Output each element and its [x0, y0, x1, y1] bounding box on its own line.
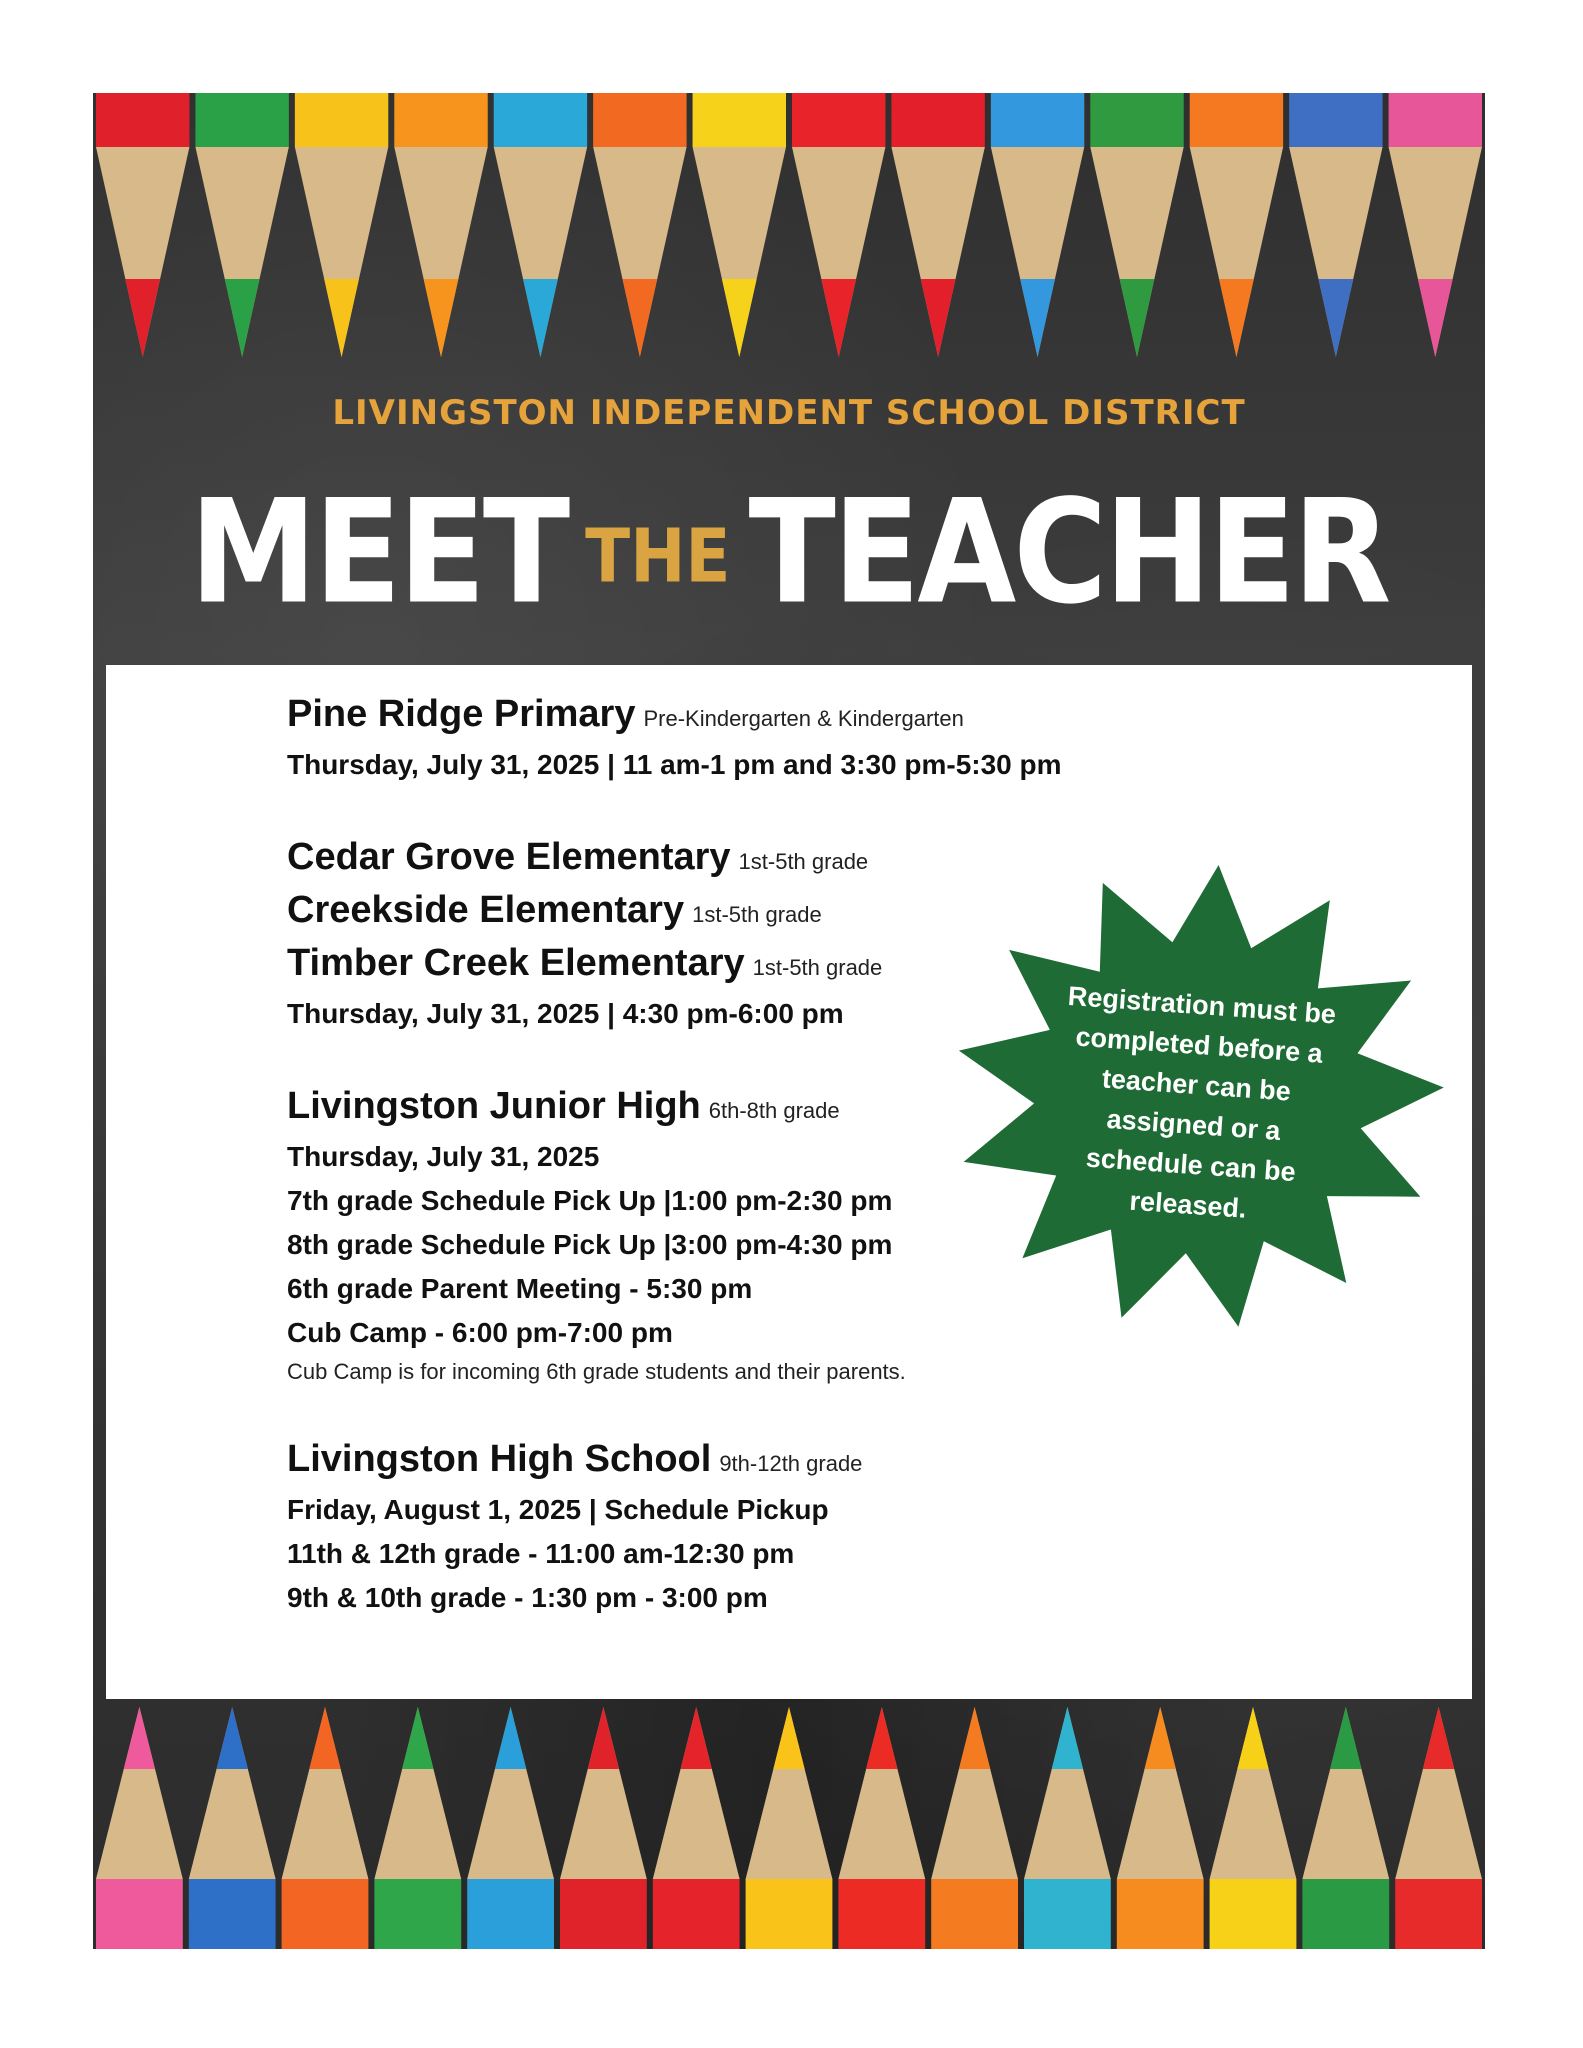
- pencil-icon: [1117, 1707, 1204, 1949]
- pencil-icon: [891, 93, 984, 357]
- pencil-icon: [931, 1707, 1018, 1949]
- pencil-icon: [1090, 93, 1183, 357]
- schedule-line: 11th & 12th grade - 11:00 am-12:30 pm: [287, 1538, 795, 1569]
- pencil-icon: [1210, 1707, 1297, 1949]
- notice-line: teacher can be: [1101, 1063, 1292, 1107]
- pencil-icon: [653, 1707, 740, 1949]
- grade-range: 1st-5th grade: [692, 902, 822, 927]
- date-time-line: Thursday, July 31, 2025 | 11 am-1 pm and 3:30 pm-5:30 pm: [287, 749, 1062, 780]
- schedule-line: 8th grade Schedule Pick Up |3:00 pm-4:30 pm: [287, 1229, 893, 1260]
- notice-line: schedule can be: [1084, 1142, 1297, 1188]
- pencil-icon: [693, 93, 786, 357]
- pencil-icon: [1389, 93, 1482, 357]
- pencil-icon: [96, 1707, 183, 1949]
- pencil-icon: [494, 93, 587, 357]
- notice-line: completed before a: [1074, 1021, 1324, 1069]
- page-title: [93, 469, 1485, 637]
- bottom-pencils-graphic: [93, 1699, 1485, 1949]
- registration-notice: [1027, 974, 1363, 1236]
- school-name-text: Timber Creek Elementary: [287, 942, 745, 984]
- schedule-line: 7th grade Schedule Pick Up |1:00 pm-2:30 pm: [287, 1185, 893, 1216]
- pencil-icon: [394, 93, 487, 357]
- pencil-icon: [1024, 1707, 1111, 1949]
- school-name-text: Pine Ridge Primary: [287, 693, 636, 735]
- grade-range: 1st-5th grade: [752, 955, 883, 980]
- pencil-icon: [295, 93, 388, 357]
- notice-line: released.: [1128, 1185, 1248, 1224]
- pencil-icon: [374, 1707, 461, 1949]
- school-name: [287, 1435, 1287, 1488]
- date-line: Thursday, July 31, 2025: [287, 1141, 600, 1172]
- school-name-text: Cedar Grove Elementary: [287, 836, 731, 878]
- top-pencil-border: [93, 93, 1485, 393]
- pencil-icon: [792, 93, 885, 357]
- pencil-icon: [1289, 93, 1382, 357]
- pencil-icon: [1395, 1707, 1482, 1949]
- pencil-icon: [189, 1707, 276, 1949]
- school-name-text: Livingston Junior High: [287, 1085, 701, 1127]
- school-name-text: Creekside Elementary: [287, 889, 685, 931]
- date-line: Friday, August 1, 2025 | Schedule Pickup: [287, 1494, 829, 1525]
- cub-camp-note: Cub Camp is for incoming 6th grade students and their parents.: [287, 1359, 906, 1384]
- pencil-icon: [838, 1707, 925, 1949]
- school-name-text: Livingston High School: [287, 1438, 712, 1480]
- section-high-school: [287, 1435, 1287, 1620]
- title-meet: MEET: [189, 469, 568, 637]
- date-time-line: Thursday, July 31, 2025 | 4:30 pm-6:00 pm: [287, 998, 844, 1029]
- pencil-icon: [1190, 93, 1283, 357]
- grade-range: 6th-8th grade: [708, 1098, 840, 1123]
- pencil-icon: [991, 93, 1084, 357]
- bottom-pencil-border: [93, 1699, 1485, 1949]
- title-the: THE: [585, 513, 731, 600]
- schedule-line: 9th & 10th grade - 1:30 pm - 3:00 pm: [287, 1582, 768, 1613]
- pencil-icon: [746, 1707, 833, 1949]
- notice-line: assigned or a: [1105, 1103, 1282, 1146]
- grade-range: 9th-12th grade: [719, 1451, 863, 1476]
- section-pine-ridge: [287, 690, 1287, 787]
- pencil-icon: [96, 93, 189, 357]
- pencil-icon: [467, 1707, 554, 1949]
- pencil-icon: [593, 93, 686, 357]
- pencil-icon: [195, 93, 288, 357]
- district-name: LIVINGSTON INDEPENDENT SCHOOL DISTRICT: [332, 393, 1246, 433]
- top-pencils-graphic: [93, 93, 1485, 393]
- grade-range: Pre-Kindergarten & Kindergarten: [643, 706, 964, 731]
- pencil-icon: [282, 1707, 369, 1949]
- grade-range: 1st-5th grade: [738, 849, 869, 874]
- pencil-icon: [1302, 1707, 1389, 1949]
- schedule-line: Cub Camp - 6:00 pm-7:00 pm: [287, 1317, 673, 1348]
- schedule-line: 6th grade Parent Meeting - 5:30 pm: [287, 1273, 753, 1304]
- pencil-icon: [560, 1707, 647, 1949]
- notice-line: Registration must be: [1066, 980, 1337, 1030]
- title-teacher: TEACHER: [748, 469, 1389, 637]
- school-name: [287, 690, 1287, 743]
